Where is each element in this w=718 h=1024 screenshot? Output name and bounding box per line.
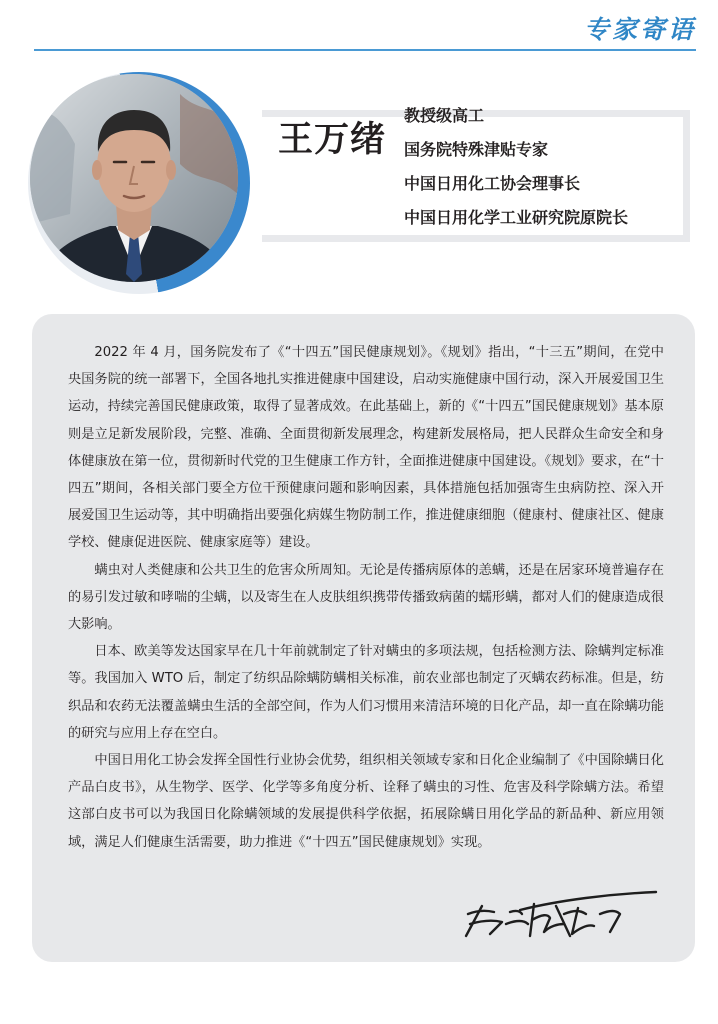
expert-title: 中国日用化学工业研究院原院长 — [404, 208, 629, 227]
message-paragraph: 2022 年 4 月，国务院发布了《“十四五”国民健康规划》。《规划》指出，“十三五”期间，在党中央国务院的统一部署下，全国各地扎实推进健康中国建设，启动实施健康中国行动，深入开展爱国卫生运动，持续完善国民健康政策，取得了显著成效。在此基础上，新的《“十四五”国民健康规划》基本原则是立足新发展阶段，完整、准确、全面贯彻新发展理念，构建新发展格局，把人民群众生命安全和身体健康放在第一位，贯彻新时代党的卫生健康工作方针，全面推进健康中国建设。《规划》要求，在“十四五”期间，各相关部门要全方位干预健康问题和影响因素，具体措施包括加强寄生虫病防控、深入开展爱国卫生运动等，其中明确指出要强化病媒生物防制工作，推进健康细胞（健康村、健康社区、健康学校、健康促进医院、健康家庭等）建设。 — [68, 345, 664, 551]
message-body — [68, 339, 664, 856]
section-title: 专家寄语 — [583, 15, 696, 44]
expert-titles-list — [404, 99, 628, 235]
expert-title: 中国日用化工协会理事长 — [404, 174, 581, 193]
expert-title: 教授级高工 — [404, 106, 485, 125]
message-paragraph: 中国日用化工协会发挥全国性行业协会优势，组织相关领域专家和日化企业编制了《中国除螨日化产品白皮书》，从生物学、医学、化学等多角度分析、诠释了螨虫的习性、危害及科学除螨方法。希望这部白皮书可以为我国日化除螨领域的发展提供科学依据，拓展除螨日用化学品的新品种、新应用领域，满足人们健康生活需要，助力推进《“十四五”国民健康规划》实现。 — [68, 753, 664, 850]
portrait-photo — [30, 74, 238, 282]
header-divider — [34, 49, 696, 51]
handwritten-signature — [460, 884, 660, 944]
expert-title: 国务院特殊津贴专家 — [404, 140, 549, 159]
message-paragraph: 螨虫对人类健康和公共卫生的危害众所周知。无论是传播病原体的恙螨，还是在居家环境普遍存在的易引发过敏和哮喘的尘螨，以及寄生在人皮肤组织携带传播致病菌的蠕形螨，都对人们的健康造成很大影响。 — [68, 562, 664, 633]
expert-name: 王万绪 — [278, 120, 387, 160]
message-paragraph: 日本、欧美等发达国家早在几十年前就制定了针对螨虫的多项法规，包括检测方法、除螨判定标准等。我国加入 WTO 后，制定了纺织品除螨防螨相关标准，前农业部也制定了灭螨农药标准。但是，纺织品和农药无法覆盖螨虫生活的全部空间，作为人们习惯用来清洁环境的日化产品，却一直在除螨功能的研究与应用上存在空白。 — [68, 644, 664, 741]
